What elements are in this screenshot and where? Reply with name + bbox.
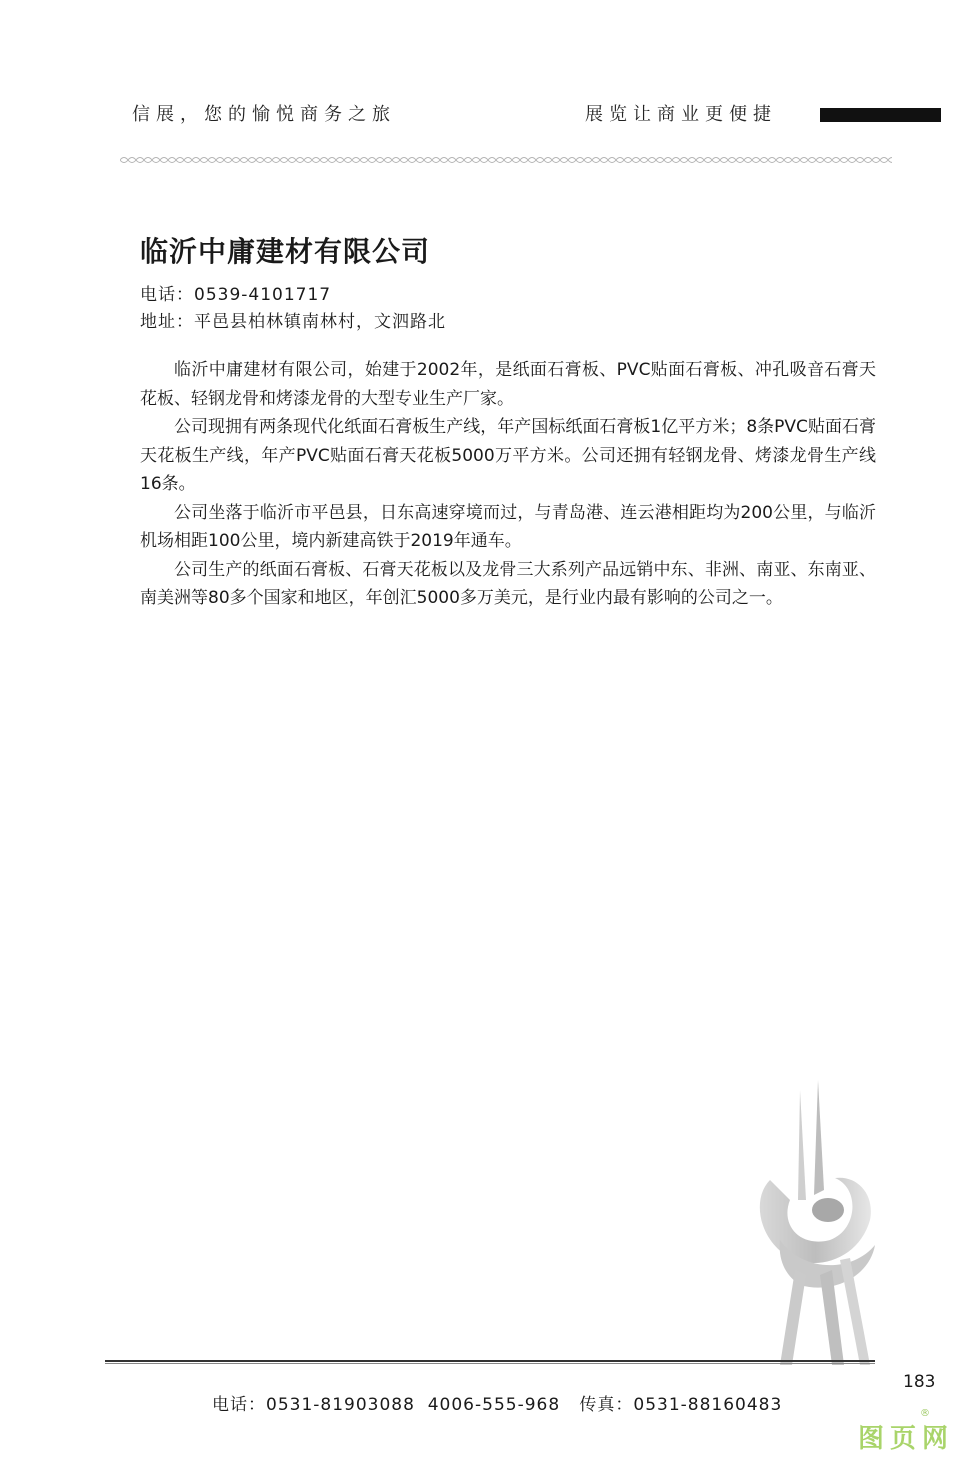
footer-rule xyxy=(105,1360,875,1364)
company-description xyxy=(140,356,876,613)
registered-mark: ® xyxy=(920,1408,930,1419)
paragraph: 临沂中庸建材有限公司，始建于2002年，是纸面石膏板、PVC贴面石膏板、冲孔吸音石膏天花板、轻钢龙骨和烤漆龙骨的大型专业生产厂家。 xyxy=(140,360,876,409)
header-slogan-left: 信展，您的愉悦商务之旅 xyxy=(132,104,396,125)
header-black-bar xyxy=(820,108,941,122)
sculpture-illustration xyxy=(740,1070,890,1365)
paragraph: 公司生产的纸面石膏板、石膏天花板以及龙骨三大系列产品远销中东、非洲、南亚、东南亚、南美洲等80多个国家和地区，年创汇5000多万美元，是行业内最有影响的公司之一。 xyxy=(140,559,876,608)
watermark-text: 图页网 xyxy=(858,1424,955,1454)
decorative-wavy-rule xyxy=(120,154,892,166)
paragraph: 公司坐落于临沂市平邑县，日东高速穿境而过，与青岛港、连云港相距均为200公里，与临沂机场相距100公里，境内新建高铁于2019年通车。 xyxy=(140,502,876,551)
header-slogan-right: 展览让商业更便捷 xyxy=(585,104,777,125)
watermark-logo xyxy=(858,1408,955,1455)
company-address: 地址：平邑县柏林镇南林村，文泗路北 xyxy=(140,312,446,332)
paragraph: 公司现拥有两条现代化纸面石膏板生产线，年产国标纸面石膏板1亿平方米；8条PVC贴面石膏天花板生产线，年产PVC贴面石膏天花板5000万平方米。公司还拥有轻钢龙骨、烤漆龙骨生产线16条。 xyxy=(140,417,876,494)
company-title: 临沂中庸建材有限公司 xyxy=(140,235,431,268)
footer-contacts: 电话：0531-81903088 4006-555-968 传真：0531-88160483 xyxy=(212,1395,783,1415)
company-phone: 电话：0539-4101717 xyxy=(140,285,332,305)
page-number: 183 xyxy=(903,1372,936,1392)
